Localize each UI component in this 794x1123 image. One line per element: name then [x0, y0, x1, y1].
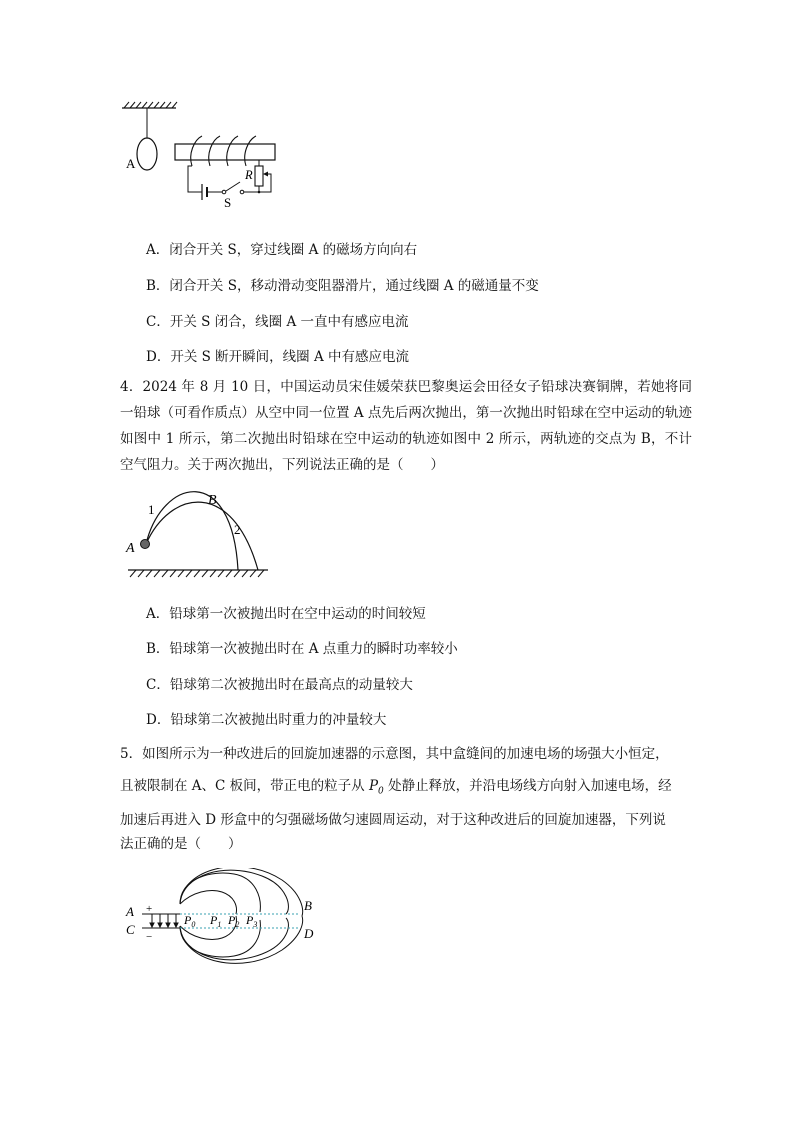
p0-symbol: $P_0$: [368, 778, 384, 797]
minus-sign: −: [146, 931, 153, 943]
label-c: C: [126, 922, 135, 937]
label-p3: $P_3$: [246, 913, 258, 929]
figure-cyclotron: [122, 868, 322, 982]
label-p1: $P_1$: [210, 913, 222, 929]
q5-line2: [120, 774, 672, 797]
q5-line3: 加速后再进入 D 形盒中的匀强磁场做匀速圆周运动，对于这种改进后的回旋加速器，下列说: [120, 812, 666, 828]
q5-line2-end: 处静止释放，并沿电场线方向射入加速电场，经: [383, 778, 672, 794]
label-a: A: [126, 156, 136, 171]
q4-option-d: D．铅球第二次被抛出时重力的冲量较大: [146, 712, 387, 728]
figure-solenoid-circuit: [118, 100, 288, 215]
q3-option-b: B．闭合开关 S，移动滑动变阻器滑片，通过线圈 A 的磁通量不变: [146, 278, 539, 294]
q4-stem: 4．2024 年 8 月 10 日，中国运动员宋佳媛荣获巴黎奥运会田径女子铅球决赛铜牌，若她将同一铅球（可看作质点）从空中同一位置 A 点先后两次抛出，第一次抛出时铅球在空中运动的轨迹如图中 1 所示，第二次抛出时铅球在空中运动的轨迹如图中 2 所示，两轨迹的交点为 B，不计空气阻力。关于两次抛出，下列说法正确的是（ ）: [120, 379, 692, 473]
q4-option-c: C．铅球第二次被抛出时在最高点的动量较大: [146, 677, 413, 693]
q3-option-d: D．开关 S 断开瞬间，线圈 A 中有感应电流: [146, 349, 409, 365]
q5-line2-start: 且被限制在 A、C 板间，带正电的粒子从: [120, 778, 369, 794]
q4-option-a: A．铅球第一次被抛出时在空中运动的时间较短: [146, 606, 426, 622]
q5-line4: 法正确的是（ ）: [120, 836, 242, 852]
label-b: B: [208, 493, 217, 508]
figure-shot-put-trajectories: [122, 484, 274, 578]
q3-option-c: C．开关 S 闭合，线圈 A 一直中有感应电流: [146, 314, 409, 330]
plus-sign: +: [146, 903, 153, 915]
label-1: 1: [148, 502, 155, 517]
label-r: R: [245, 168, 253, 182]
q3-option-a: A．闭合开关 S，穿过线圈 A 的磁场方向向右: [146, 242, 418, 258]
label-a: A: [126, 904, 134, 919]
label-b: B: [304, 898, 312, 913]
q5-line1: 5．如图所示为一种改进后的回旋加速器的示意图，其中盒缝间的加速电场的场强大小恒定，: [120, 746, 669, 762]
label-p0: $P_0$: [184, 913, 196, 929]
label-d: D: [304, 926, 314, 941]
q4-option-b: B．铅球第一次被抛出时在 A 点重力的瞬时功率较小: [146, 641, 458, 657]
label-s: S: [224, 195, 232, 210]
label-p2: $P_2$: [228, 913, 240, 929]
label-2: 2: [234, 522, 241, 537]
label-a: A: [126, 541, 135, 556]
